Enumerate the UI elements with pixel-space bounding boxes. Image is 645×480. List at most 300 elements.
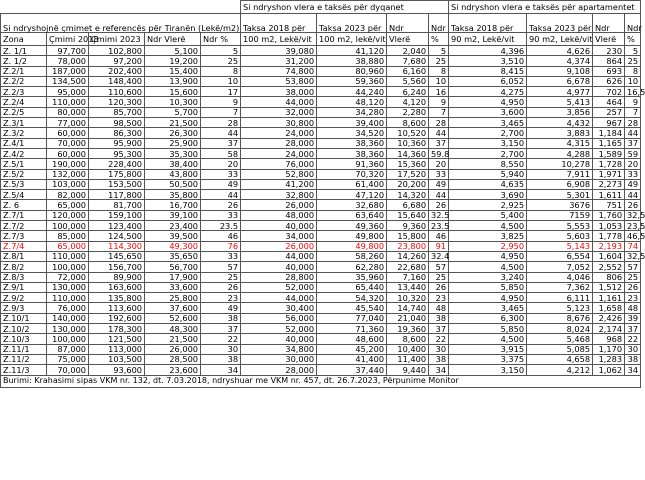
value-cell: 49,800 (317, 241, 387, 251)
value-cell: 50,500 (145, 179, 201, 189)
value-cell: 59.8 (429, 148, 449, 158)
value-cell: 2,426 (593, 313, 625, 323)
value-cell: 28 (429, 118, 449, 128)
table-row (1, 262, 641, 272)
value-cell: 16 (429, 87, 449, 97)
table-row (1, 354, 641, 364)
value-cell: 32.5 (429, 210, 449, 220)
value-cell: 110,000 (47, 251, 89, 261)
value-cell: 10 (429, 76, 449, 86)
value-cell: 30 (201, 344, 241, 354)
zone-cell: Z.7/1 (1, 210, 47, 220)
table-row (1, 313, 641, 323)
value-cell: 16,700 (145, 200, 201, 210)
value-cell: 4,374 (527, 56, 593, 66)
value-cell: 190,000 (47, 159, 89, 169)
value-cell: 53,800 (241, 76, 317, 86)
zone-cell: Z.7/3 (1, 231, 47, 241)
value-cell: 38 (429, 354, 449, 364)
value-cell: 72,000 (47, 272, 89, 282)
value-cell: 3,883 (527, 128, 593, 138)
value-cell: 3,375 (449, 354, 527, 364)
value-cell: 38 (201, 354, 241, 364)
value-cell: 49,300 (145, 241, 201, 251)
value-cell: 95,000 (47, 87, 89, 97)
value-cell: 37 (429, 138, 449, 148)
value-cell: 4,500 (449, 262, 527, 272)
zone-cell: Z.9/3 (1, 303, 47, 313)
value-cell: 1,658 (593, 303, 625, 313)
value-cell: 25,900 (145, 138, 201, 148)
value-cell: 49,800 (317, 231, 387, 241)
table-row (1, 200, 641, 210)
value-cell: 175,800 (89, 169, 145, 179)
value-cell: 48,120 (317, 97, 387, 107)
value-cell: 145,650 (89, 251, 145, 261)
value-cell: 100,000 (47, 262, 89, 272)
value-cell: 8,676 (527, 313, 593, 323)
value-cell: 41,200 (241, 179, 317, 189)
value-cell: 52,600 (145, 313, 201, 323)
value-cell: 1,728 (593, 159, 625, 169)
value-cell: 77,040 (317, 313, 387, 323)
value-cell: 16,5 (625, 87, 641, 97)
price2023-header: Çmimi 2023 (89, 33, 145, 46)
value-cell: 48,300 (145, 324, 201, 334)
value-cell: 4,396 (449, 46, 527, 56)
value-cell: 1,062 (593, 365, 625, 375)
value-cell: 21,500 (145, 334, 201, 344)
value-cell: 3,240 (449, 272, 527, 282)
shop-pct-header: Ndr (429, 14, 449, 33)
source-row (1, 375, 641, 387)
value-cell: 86,300 (89, 128, 145, 138)
value-cell: 10,400 (387, 344, 429, 354)
value-cell: 4,120 (387, 97, 429, 107)
zone-cell: Z. 6 (1, 200, 47, 210)
table-row (1, 76, 641, 86)
value-cell: 4,500 (449, 334, 527, 344)
value-cell: 5,850 (449, 324, 527, 334)
value-cell: 103,500 (89, 354, 145, 364)
value-cell: 8 (625, 66, 641, 76)
value-cell: 6,680 (387, 200, 429, 210)
apartment-group-title: Si ndryshon vlera e taksës për apartamentet (449, 1, 641, 14)
value-cell: 8,415 (449, 66, 527, 76)
value-cell: 113,600 (89, 303, 145, 313)
table-row (1, 169, 641, 179)
value-cell: 54,320 (317, 293, 387, 303)
reference-group-title: Si ndryshojnë çmimet e referencës për Tiranën (Lekë/m2) (1, 14, 241, 33)
table-row (1, 272, 641, 282)
value-cell: 46 (201, 231, 241, 241)
value-cell: 7 (429, 107, 449, 117)
value-cell: 59,360 (317, 76, 387, 86)
zone-cell: Z.10/2 (1, 324, 47, 334)
table-row (1, 190, 641, 200)
value-cell: 5 (429, 46, 449, 56)
value-cell: 49,360 (317, 221, 387, 231)
value-cell: 113,000 (89, 344, 145, 354)
value-cell: 22 (625, 334, 641, 344)
value-cell: 28,800 (241, 272, 317, 282)
apt-tax2018-header: Taksa 2018 për (449, 14, 527, 33)
value-cell: 38,880 (317, 56, 387, 66)
value-cell: 98,500 (89, 118, 145, 128)
value-cell: 43,800 (145, 169, 201, 179)
value-cell: 38 (201, 313, 241, 323)
value-cell: 9 (429, 97, 449, 107)
table-row (1, 210, 641, 220)
value-cell: 693 (593, 66, 625, 76)
value-cell: 7159 (527, 210, 593, 220)
value-cell: 41,400 (317, 354, 387, 364)
value-cell: 28 (201, 118, 241, 128)
zone-cell: Z.5/4 (1, 190, 47, 200)
value-cell: 5,468 (527, 334, 593, 344)
value-cell: 102,800 (89, 46, 145, 56)
value-cell: 23 (625, 293, 641, 303)
zone-cell: Z.2/1 (1, 66, 47, 76)
table-row (1, 221, 641, 231)
value-cell: 3,150 (449, 365, 527, 375)
value-cell: 26 (429, 200, 449, 210)
value-cell: 1,778 (593, 231, 625, 241)
value-cell: 17,520 (387, 169, 429, 179)
value-cell: 6,160 (387, 66, 429, 76)
value-cell: 39,400 (317, 118, 387, 128)
value-cell: 23 (429, 293, 449, 303)
value-cell: 19,200 (145, 56, 201, 66)
value-cell: 37 (625, 138, 641, 148)
apt-diff-subheader: Vlerë (593, 33, 625, 46)
diff-pct-header: Ndr % (201, 33, 241, 46)
shop-tax2018-subheader: 100 m2, Lekë/vit (241, 33, 317, 46)
value-cell: 120,300 (89, 97, 145, 107)
zone-cell: Z.3/2 (1, 128, 47, 138)
value-cell: 48 (625, 303, 641, 313)
value-cell: 35,650 (145, 251, 201, 261)
table-row (1, 87, 641, 97)
value-cell: 44 (429, 190, 449, 200)
value-cell: 91,360 (317, 159, 387, 169)
value-cell: 1,589 (593, 148, 625, 158)
value-cell: 38,000 (241, 87, 317, 97)
group-header-row (1, 1, 641, 14)
value-cell: 23,800 (387, 241, 429, 251)
value-cell: 32,5 (625, 210, 641, 220)
value-cell: 65,000 (47, 241, 89, 251)
value-cell: 91 (429, 241, 449, 251)
value-cell: 34 (201, 365, 241, 375)
value-cell: 159,100 (89, 210, 145, 220)
value-cell: 110,000 (47, 293, 89, 303)
value-cell: 25 (201, 56, 241, 66)
value-cell: 30,000 (241, 354, 317, 364)
value-cell: 58 (201, 148, 241, 158)
value-cell: 192,600 (89, 313, 145, 323)
value-cell: 10 (625, 76, 641, 86)
value-cell: 2,552 (593, 262, 625, 272)
zone-cell: Z.5/3 (1, 179, 47, 189)
value-cell: 9 (625, 97, 641, 107)
value-cell: 20,200 (387, 179, 429, 189)
value-cell: 44 (429, 128, 449, 138)
value-cell: 4,635 (449, 179, 527, 189)
value-cell: 33,600 (145, 282, 201, 292)
value-cell: 31,200 (241, 56, 317, 66)
source-note: Burimi: Krahasimi sipas VKM nr. 132, dt. 7.03.2018, ndryshuar me VKM nr. 457, dt. 26.7.2023, Përpunime Monitor (1, 375, 641, 387)
value-cell: 48 (429, 303, 449, 313)
value-cell: 33 (201, 169, 241, 179)
value-cell: 1,604 (593, 251, 625, 261)
value-cell: 22,680 (387, 262, 429, 272)
value-cell: 44 (625, 190, 641, 200)
apt-tax2023-subheader: 90 m2, Lekë/vit (527, 33, 593, 46)
zone-cell: Z.2/2 (1, 76, 47, 86)
value-cell: 45,540 (317, 303, 387, 313)
table-row (1, 138, 641, 148)
header-row-2 (1, 33, 641, 46)
value-cell: 38,360 (317, 148, 387, 158)
zone-cell: Z.11/1 (1, 344, 47, 354)
value-cell: 2,700 (449, 128, 527, 138)
value-cell: 76,000 (47, 303, 89, 313)
value-cell: 40,000 (241, 334, 317, 344)
table-row (1, 66, 641, 76)
value-cell: 121,500 (89, 334, 145, 344)
value-cell: 968 (593, 334, 625, 344)
value-cell: 1,283 (593, 354, 625, 364)
value-cell: 230 (593, 46, 625, 56)
diff-value-header: Ndr Vlerë (145, 33, 201, 46)
value-cell: 100,000 (47, 334, 89, 344)
value-cell: 2,193 (593, 241, 625, 251)
value-cell: 26 (201, 200, 241, 210)
value-cell: 33 (625, 169, 641, 179)
value-cell: 5,413 (527, 97, 593, 107)
value-cell: 20 (429, 159, 449, 169)
value-cell: 626 (593, 76, 625, 86)
value-cell: 2,700 (449, 148, 527, 158)
value-cell: 5,553 (527, 221, 593, 231)
value-cell: 3,690 (449, 190, 527, 200)
zone-cell: Z.5/2 (1, 169, 47, 179)
value-cell: 178,300 (89, 324, 145, 334)
value-cell: 8 (429, 66, 449, 76)
value-cell: 14,740 (387, 303, 429, 313)
zone-cell: Z.2/3 (1, 87, 47, 97)
value-cell: 26,000 (145, 344, 201, 354)
value-cell: 124,500 (89, 231, 145, 241)
value-cell: 6,111 (527, 293, 593, 303)
value-cell: 26 (625, 282, 641, 292)
value-cell: 4,046 (527, 272, 593, 282)
value-cell: 123,400 (89, 221, 145, 231)
value-cell: 1,971 (593, 169, 625, 179)
value-cell: 5,400 (449, 210, 527, 220)
value-cell: 4,288 (527, 148, 593, 158)
zone-cell: Z.2/5 (1, 107, 47, 117)
table-row (1, 128, 641, 138)
value-cell: 34 (429, 365, 449, 375)
zone-cell: Z.8/1 (1, 251, 47, 261)
zone-cell: Z.3/1 (1, 118, 47, 128)
zone-cell: Z.10/3 (1, 334, 47, 344)
value-cell: 153,500 (89, 179, 145, 189)
value-cell: 52,000 (241, 324, 317, 334)
value-cell: 75,000 (47, 354, 89, 364)
value-cell: 63,640 (317, 210, 387, 220)
value-cell: 2,280 (387, 107, 429, 117)
value-cell: 4,500 (449, 221, 527, 231)
value-cell: 135,800 (89, 293, 145, 303)
value-cell: 17 (201, 87, 241, 97)
zone-cell: Z.10/1 (1, 313, 47, 323)
value-cell: 7,052 (527, 262, 593, 272)
value-cell: 11,400 (387, 354, 429, 364)
value-cell: 1,611 (593, 190, 625, 200)
value-cell: 38,360 (317, 138, 387, 148)
value-cell: 21,500 (145, 118, 201, 128)
value-cell: 7,160 (387, 272, 429, 282)
value-cell: 14,360 (387, 148, 429, 158)
value-cell: 110,000 (47, 97, 89, 107)
table-row (1, 118, 641, 128)
value-cell: 38 (625, 354, 641, 364)
value-cell: 1,161 (593, 293, 625, 303)
value-cell: 23 (201, 293, 241, 303)
value-cell: 38 (429, 313, 449, 323)
value-cell: 24,000 (241, 148, 317, 158)
value-cell: 3676 (527, 200, 593, 210)
value-cell: 14,260 (387, 251, 429, 261)
value-cell: 97,200 (89, 56, 145, 66)
shop-tax2018-header: Taksa 2018 për (241, 14, 317, 33)
value-cell: 57 (429, 262, 449, 272)
value-cell: 3,915 (449, 344, 527, 354)
table-row (1, 344, 641, 354)
value-cell: 6,678 (527, 76, 593, 86)
zone-cell: Z.11/2 (1, 354, 47, 364)
value-cell: 7,362 (527, 282, 593, 292)
value-cell: 7,911 (527, 169, 593, 179)
value-cell: 130,000 (47, 324, 89, 334)
value-cell: 60,000 (47, 148, 89, 158)
value-cell: 17,900 (145, 272, 201, 282)
value-cell: 2,273 (593, 179, 625, 189)
value-cell: 1,512 (593, 282, 625, 292)
value-cell: 49 (429, 179, 449, 189)
value-cell: 5,143 (527, 241, 593, 251)
table-row (1, 107, 641, 117)
value-cell: 702 (593, 87, 625, 97)
value-cell: 78,000 (47, 56, 89, 66)
value-cell: 37,440 (317, 365, 387, 375)
zone-cell: Z.2/4 (1, 97, 47, 107)
table-row (1, 241, 641, 251)
apt-tax2023-header: Taksa 2023 për (527, 14, 593, 33)
value-cell: 3,856 (527, 107, 593, 117)
value-cell: 751 (593, 200, 625, 210)
value-cell: 57 (201, 262, 241, 272)
value-cell: 2,925 (449, 200, 527, 210)
value-cell: 30 (625, 344, 641, 354)
value-cell: 74,800 (241, 66, 317, 76)
value-cell: 35,300 (145, 148, 201, 158)
value-cell: 163,600 (89, 282, 145, 292)
value-cell: 24,000 (241, 128, 317, 138)
value-cell: 9,108 (527, 66, 593, 76)
value-cell: 1,184 (593, 128, 625, 138)
value-cell: 2,040 (387, 46, 429, 56)
value-cell: 2,174 (593, 324, 625, 334)
value-cell: 22 (201, 334, 241, 344)
value-cell: 3,825 (449, 231, 527, 241)
table-row (1, 324, 641, 334)
value-cell: 3,600 (449, 107, 527, 117)
value-cell: 10,520 (387, 128, 429, 138)
zone-cell: Z.8/2 (1, 262, 47, 272)
value-cell: 8,600 (387, 334, 429, 344)
zone-cell: Z.5/1 (1, 159, 47, 169)
value-cell: 46,5 (625, 231, 641, 241)
value-cell: 15,800 (387, 231, 429, 241)
value-cell: 35,960 (317, 272, 387, 282)
zone-cell: Z. 1/1 (1, 46, 47, 56)
value-cell: 6,240 (387, 87, 429, 97)
table-row (1, 334, 641, 344)
value-cell: 48,600 (317, 334, 387, 344)
value-cell: 26,000 (241, 241, 317, 251)
value-cell: 95,900 (89, 138, 145, 148)
value-cell: 33 (201, 251, 241, 261)
value-cell: 4,977 (527, 87, 593, 97)
value-cell: 1,170 (593, 344, 625, 354)
value-cell: 97,700 (47, 46, 89, 56)
table-row (1, 365, 641, 375)
value-cell: 70,000 (47, 365, 89, 375)
value-cell: 7,680 (387, 56, 429, 66)
value-cell: 35,800 (145, 190, 201, 200)
value-cell: 5,560 (387, 76, 429, 86)
shop-diff-header: Ndr (387, 14, 429, 33)
value-cell: 32,000 (241, 107, 317, 117)
value-cell: 34,280 (317, 107, 387, 117)
value-cell: 5,850 (449, 282, 527, 292)
apt-pct-header: Ndr (625, 14, 641, 33)
value-cell: 89,900 (89, 272, 145, 282)
value-cell: 39,500 (145, 231, 201, 241)
value-cell: 25 (429, 56, 449, 66)
value-cell: 23,400 (145, 221, 201, 231)
value-cell: 6,554 (527, 251, 593, 261)
value-cell: 10 (201, 76, 241, 86)
zone-cell: Z.7/4 (1, 241, 47, 251)
value-cell: 87,000 (47, 344, 89, 354)
value-cell: 6,052 (449, 76, 527, 86)
value-cell: 34,520 (317, 128, 387, 138)
value-cell: 30 (429, 344, 449, 354)
value-cell: 187,000 (47, 66, 89, 76)
value-cell: 38,400 (145, 159, 201, 169)
value-cell: 34 (625, 365, 641, 375)
table-row (1, 231, 641, 241)
value-cell: 57 (625, 262, 641, 272)
value-cell: 4,315 (527, 138, 593, 148)
value-cell: 1,760 (593, 210, 625, 220)
value-cell: 37,600 (145, 303, 201, 313)
